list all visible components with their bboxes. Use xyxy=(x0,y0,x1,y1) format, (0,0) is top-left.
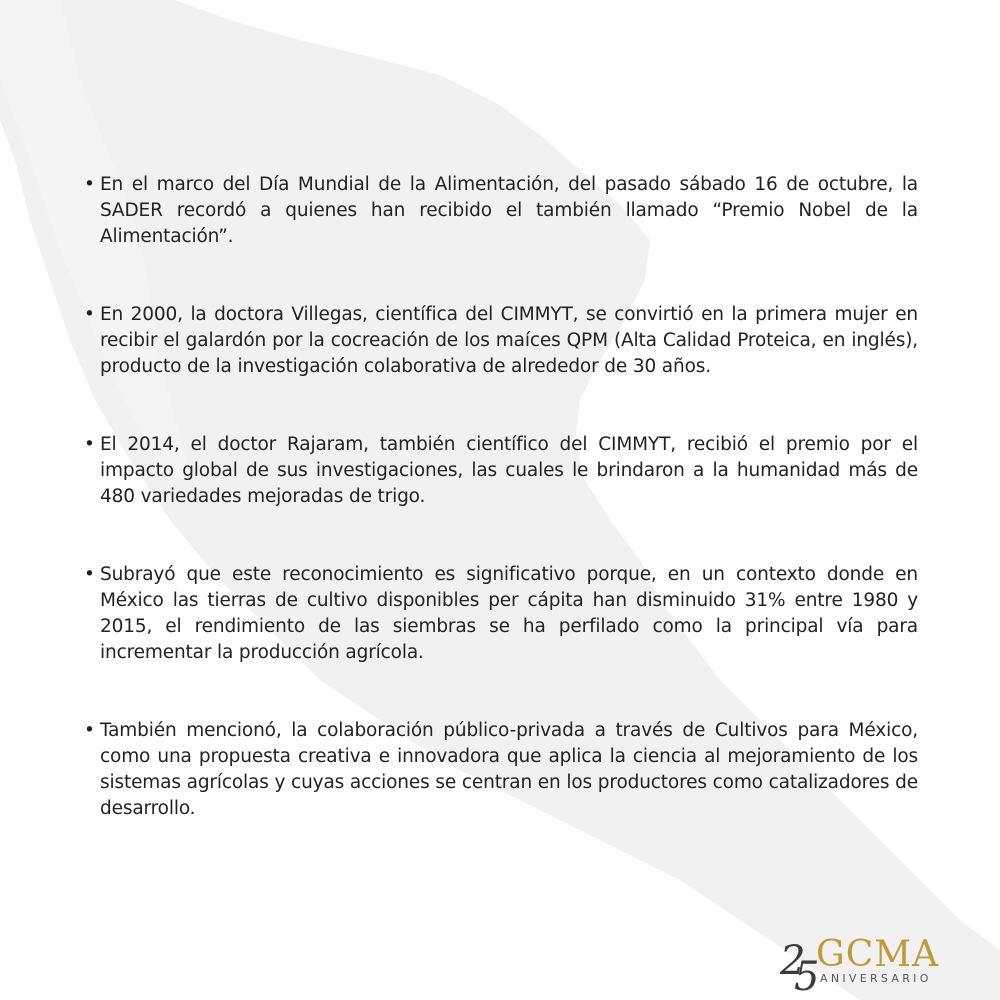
content-area xyxy=(84,172,918,874)
bullet-list xyxy=(84,172,918,822)
logo-subtitle: ANIVERSARIO xyxy=(820,972,932,985)
bullet-item-2: • En 2000, la doctora Villegas, científica del CIMMYT, se convirtió en la primera mujer en recibir el galardón por la cocreación de los maíces QPM (Alta Calidad Proteica, en inglés), producto de la investigación colaborativa de alrededor de 30 años. xyxy=(84,302,918,380)
bullet-item-5: • También mencionó, la colaboración público-privada a través de Cultivos para México, como una propuesta creativa e innovadora que aplica la ciencia al mejoramiento de los sistemas agrícolas y cuyas acciones se centran en los productores como catalizadores de desarrollo. xyxy=(84,718,918,822)
logo-digit-5: 5 xyxy=(794,954,820,1000)
gcma-25-aniversario-logo xyxy=(780,932,940,1000)
bullet-item-1: • En el marco del Día Mundial de la Alimentación, del pasado sábado 16 de octubre, la SADER recordó a quienes han recibido el también llamado “Premio Nobel de la Alimentación”. xyxy=(84,172,918,250)
bullet-item-4: • Subrayó que este reconocimiento es significativo porque, en un contexto donde en México las tierras de cultivo disponibles per cápita han disminuido 31% entre 1980 y 2015, el rendimiento de las siembras se ha perfilado como la principal vía para incrementar la producción agrícola. xyxy=(84,562,918,666)
logo-brand: GCMA xyxy=(816,934,940,975)
logo-digit-2: 2 xyxy=(780,938,806,984)
bullet-item-3: • El 2014, el doctor Rajaram, también científico del CIMMYT, recibió el premio por el impacto global de sus investigaciones, las cuales le brindaron a la humanidad más de 480 variedades mejoradas de trigo. xyxy=(84,432,918,510)
